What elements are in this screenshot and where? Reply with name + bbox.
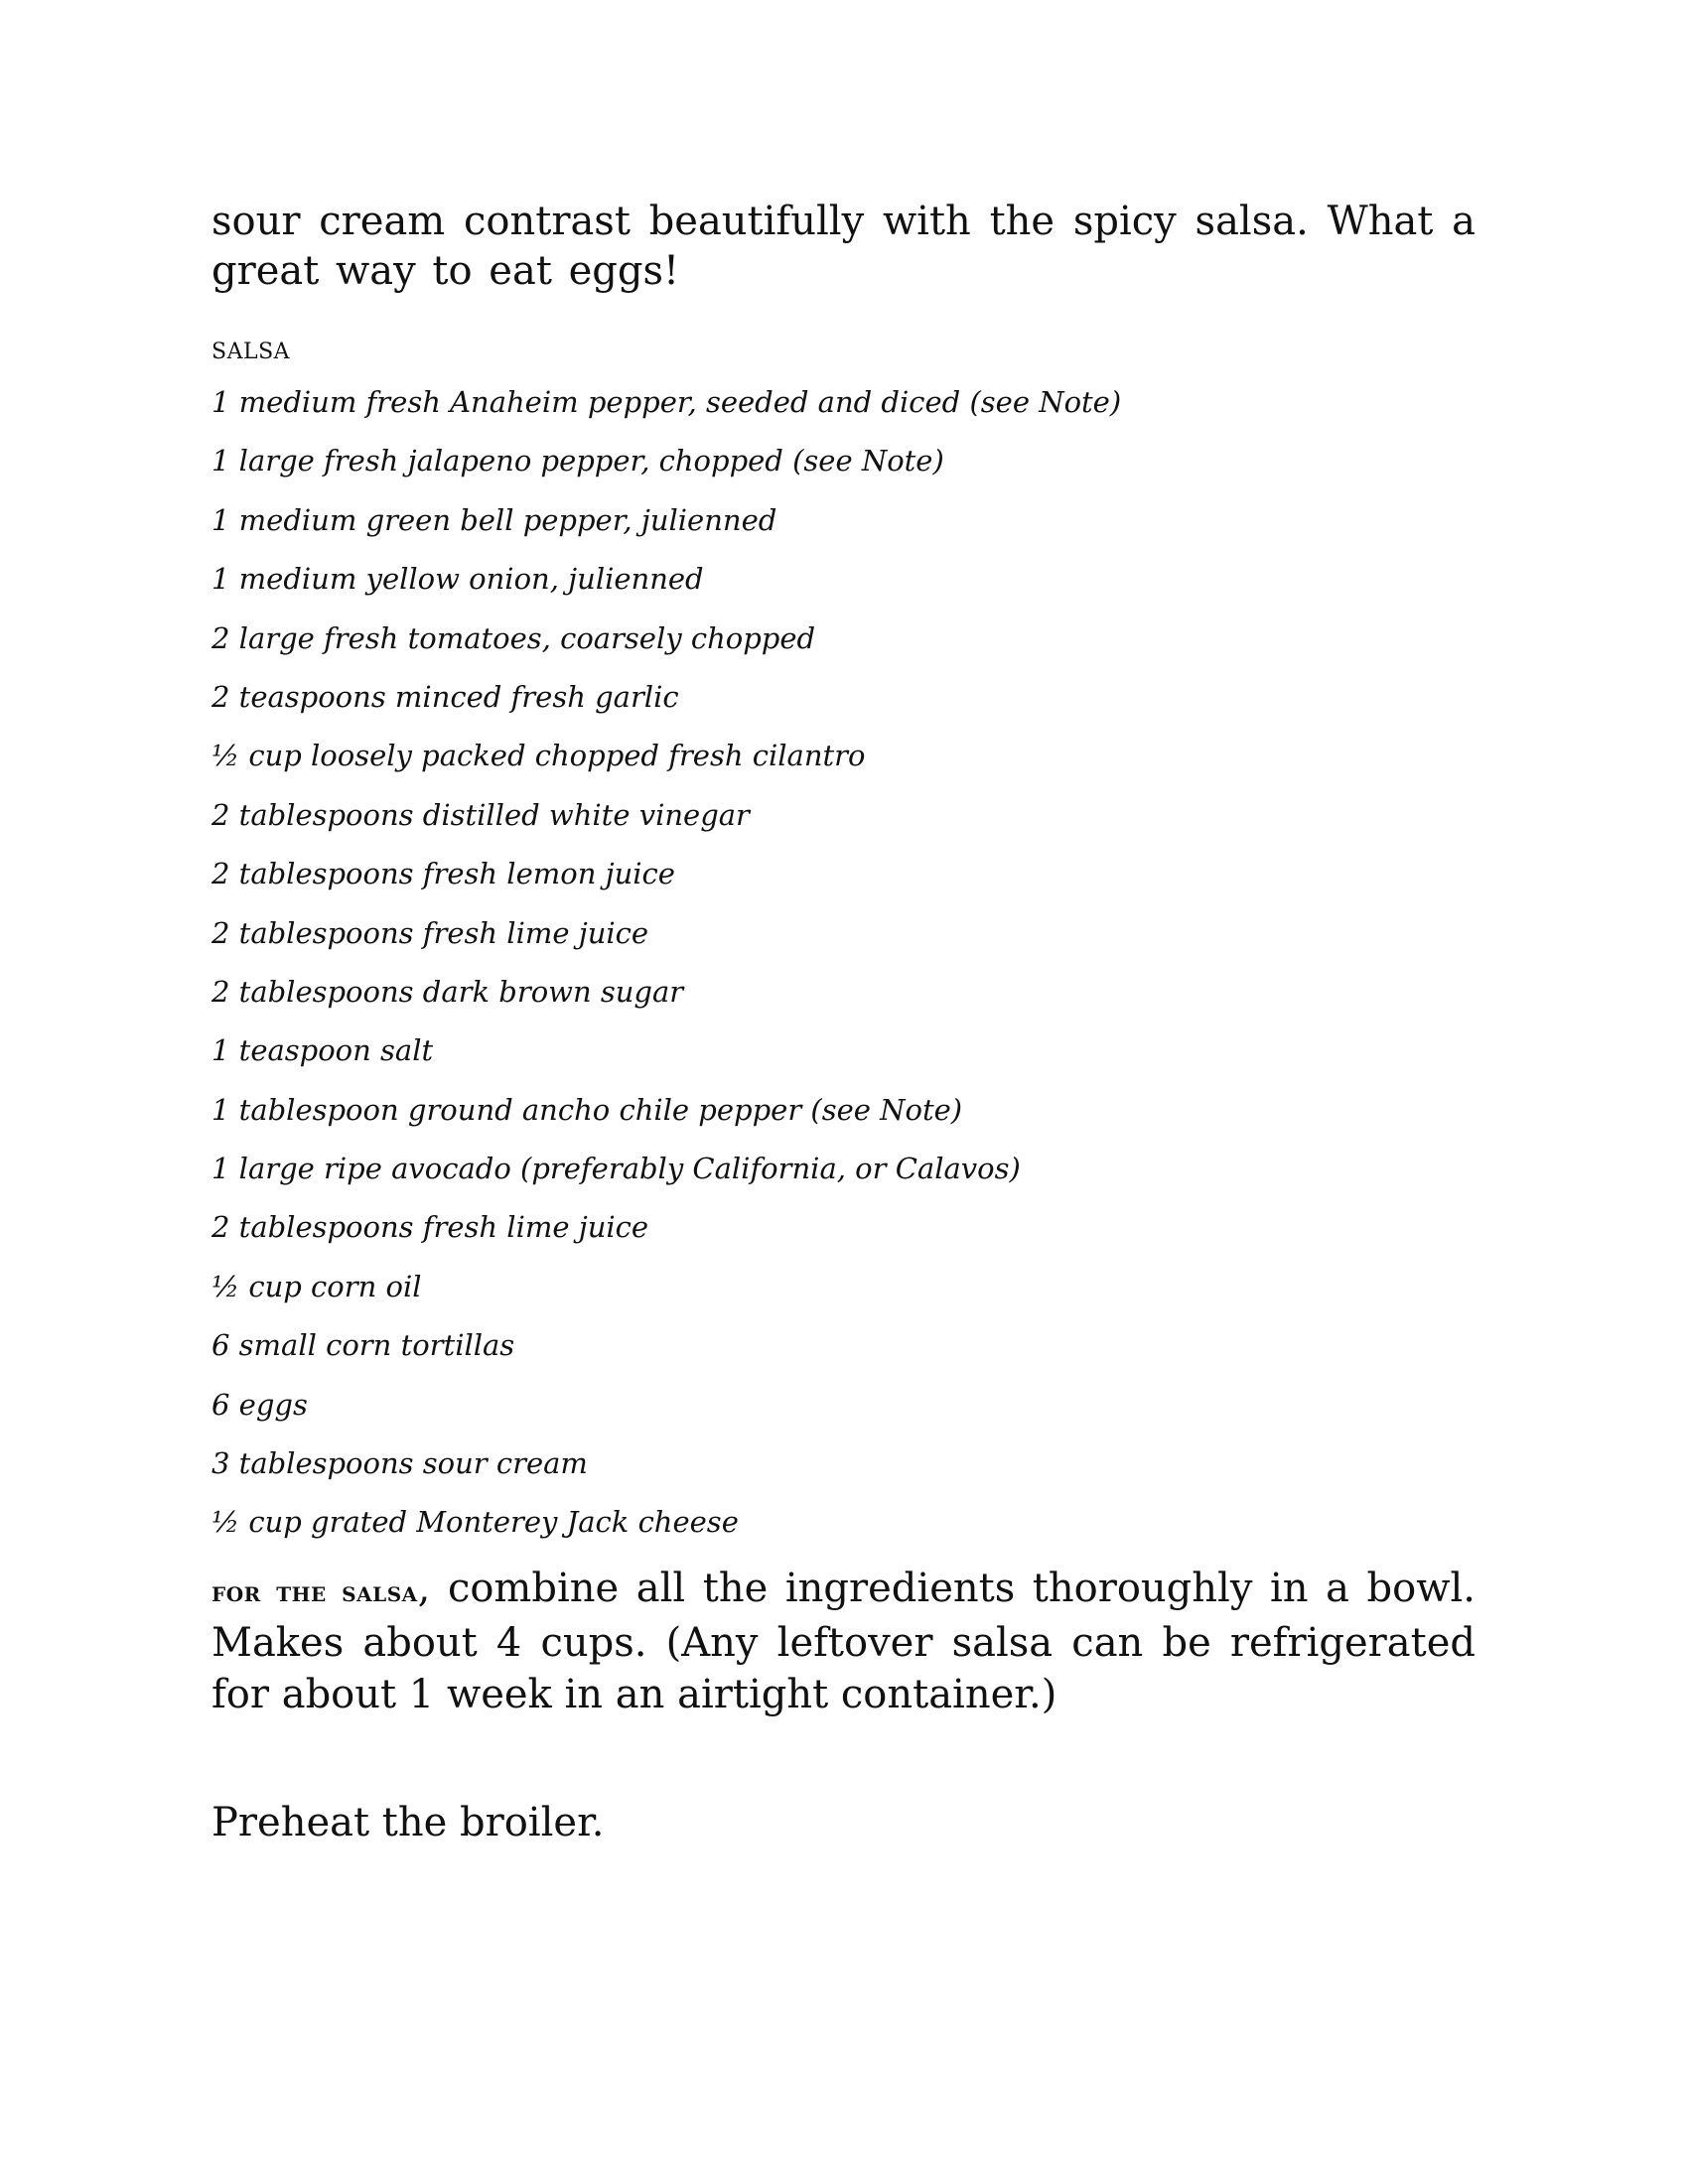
ingredient-item: 1 large fresh jalapeno pepper, chopped (see Note) [211, 444, 944, 478]
ingredient-item: 1 teaspoon salt [211, 1033, 434, 1068]
ingredient-item: ½ cup grated Monterey Jack cheese [211, 1505, 739, 1540]
salsa-instruction-paragraph [211, 1563, 1476, 1720]
ingredient-item: 1 medium green bell pepper, julienned [211, 502, 777, 537]
instruction-text: , combine all the ingredients thoroughly in a bowl. Makes about 4 cups. (Any leftover salsa can be refrigerated for about 1 week in an airtight container.) [211, 1565, 1476, 1717]
intro-paragraph: sour cream contrast beautifully with the spicy salsa. What a great way to eat eggs! [211, 199, 1476, 294]
ingredient-list [211, 383, 1476, 1541]
ingredient-item: 6 eggs [211, 1387, 308, 1422]
instruction-lead-in: for the salsa [211, 1573, 418, 1608]
ingredient-item: 3 tablespoons sour cream [211, 1446, 588, 1481]
ingredient-item: 2 tablespoons fresh lime juice [211, 1210, 649, 1245]
ingredient-item: 2 tablespoons dark brown sugar [211, 974, 684, 1009]
ingredient-item: 2 teaspoons minced fresh garlic [211, 679, 679, 714]
ingredient-item: 2 tablespoons distilled white vinegar [211, 797, 750, 832]
ingredient-item: 1 tablespoon ground ancho chile pepper (see Note) [211, 1092, 963, 1127]
ingredient-item: 1 large ripe avocado (preferably California, or Calavos) [211, 1152, 1021, 1186]
ingredient-item: 1 medium fresh Anaheim pepper, seeded and diced (see Note) [211, 385, 1122, 419]
ingredient-item: 2 tablespoons fresh lemon juice [211, 857, 675, 891]
ingredient-item: 1 medium yellow onion, julienned [211, 562, 704, 597]
ingredient-item: 6 small corn tortillas [211, 1328, 515, 1363]
ingredient-item: 2 large fresh tomatoes, coarsely chopped [211, 620, 816, 655]
section-label-salsa: SALSA [211, 340, 291, 364]
recipe-page [211, 197, 1476, 1848]
ingredient-item: ½ cup loosely packed chopped fresh cilantro [211, 739, 866, 773]
ingredient-item: ½ cup corn oil [211, 1269, 422, 1303]
preheat-step: Preheat the broiler. [211, 1799, 605, 1845]
ingredient-item: 2 tablespoons fresh lime juice [211, 915, 649, 950]
